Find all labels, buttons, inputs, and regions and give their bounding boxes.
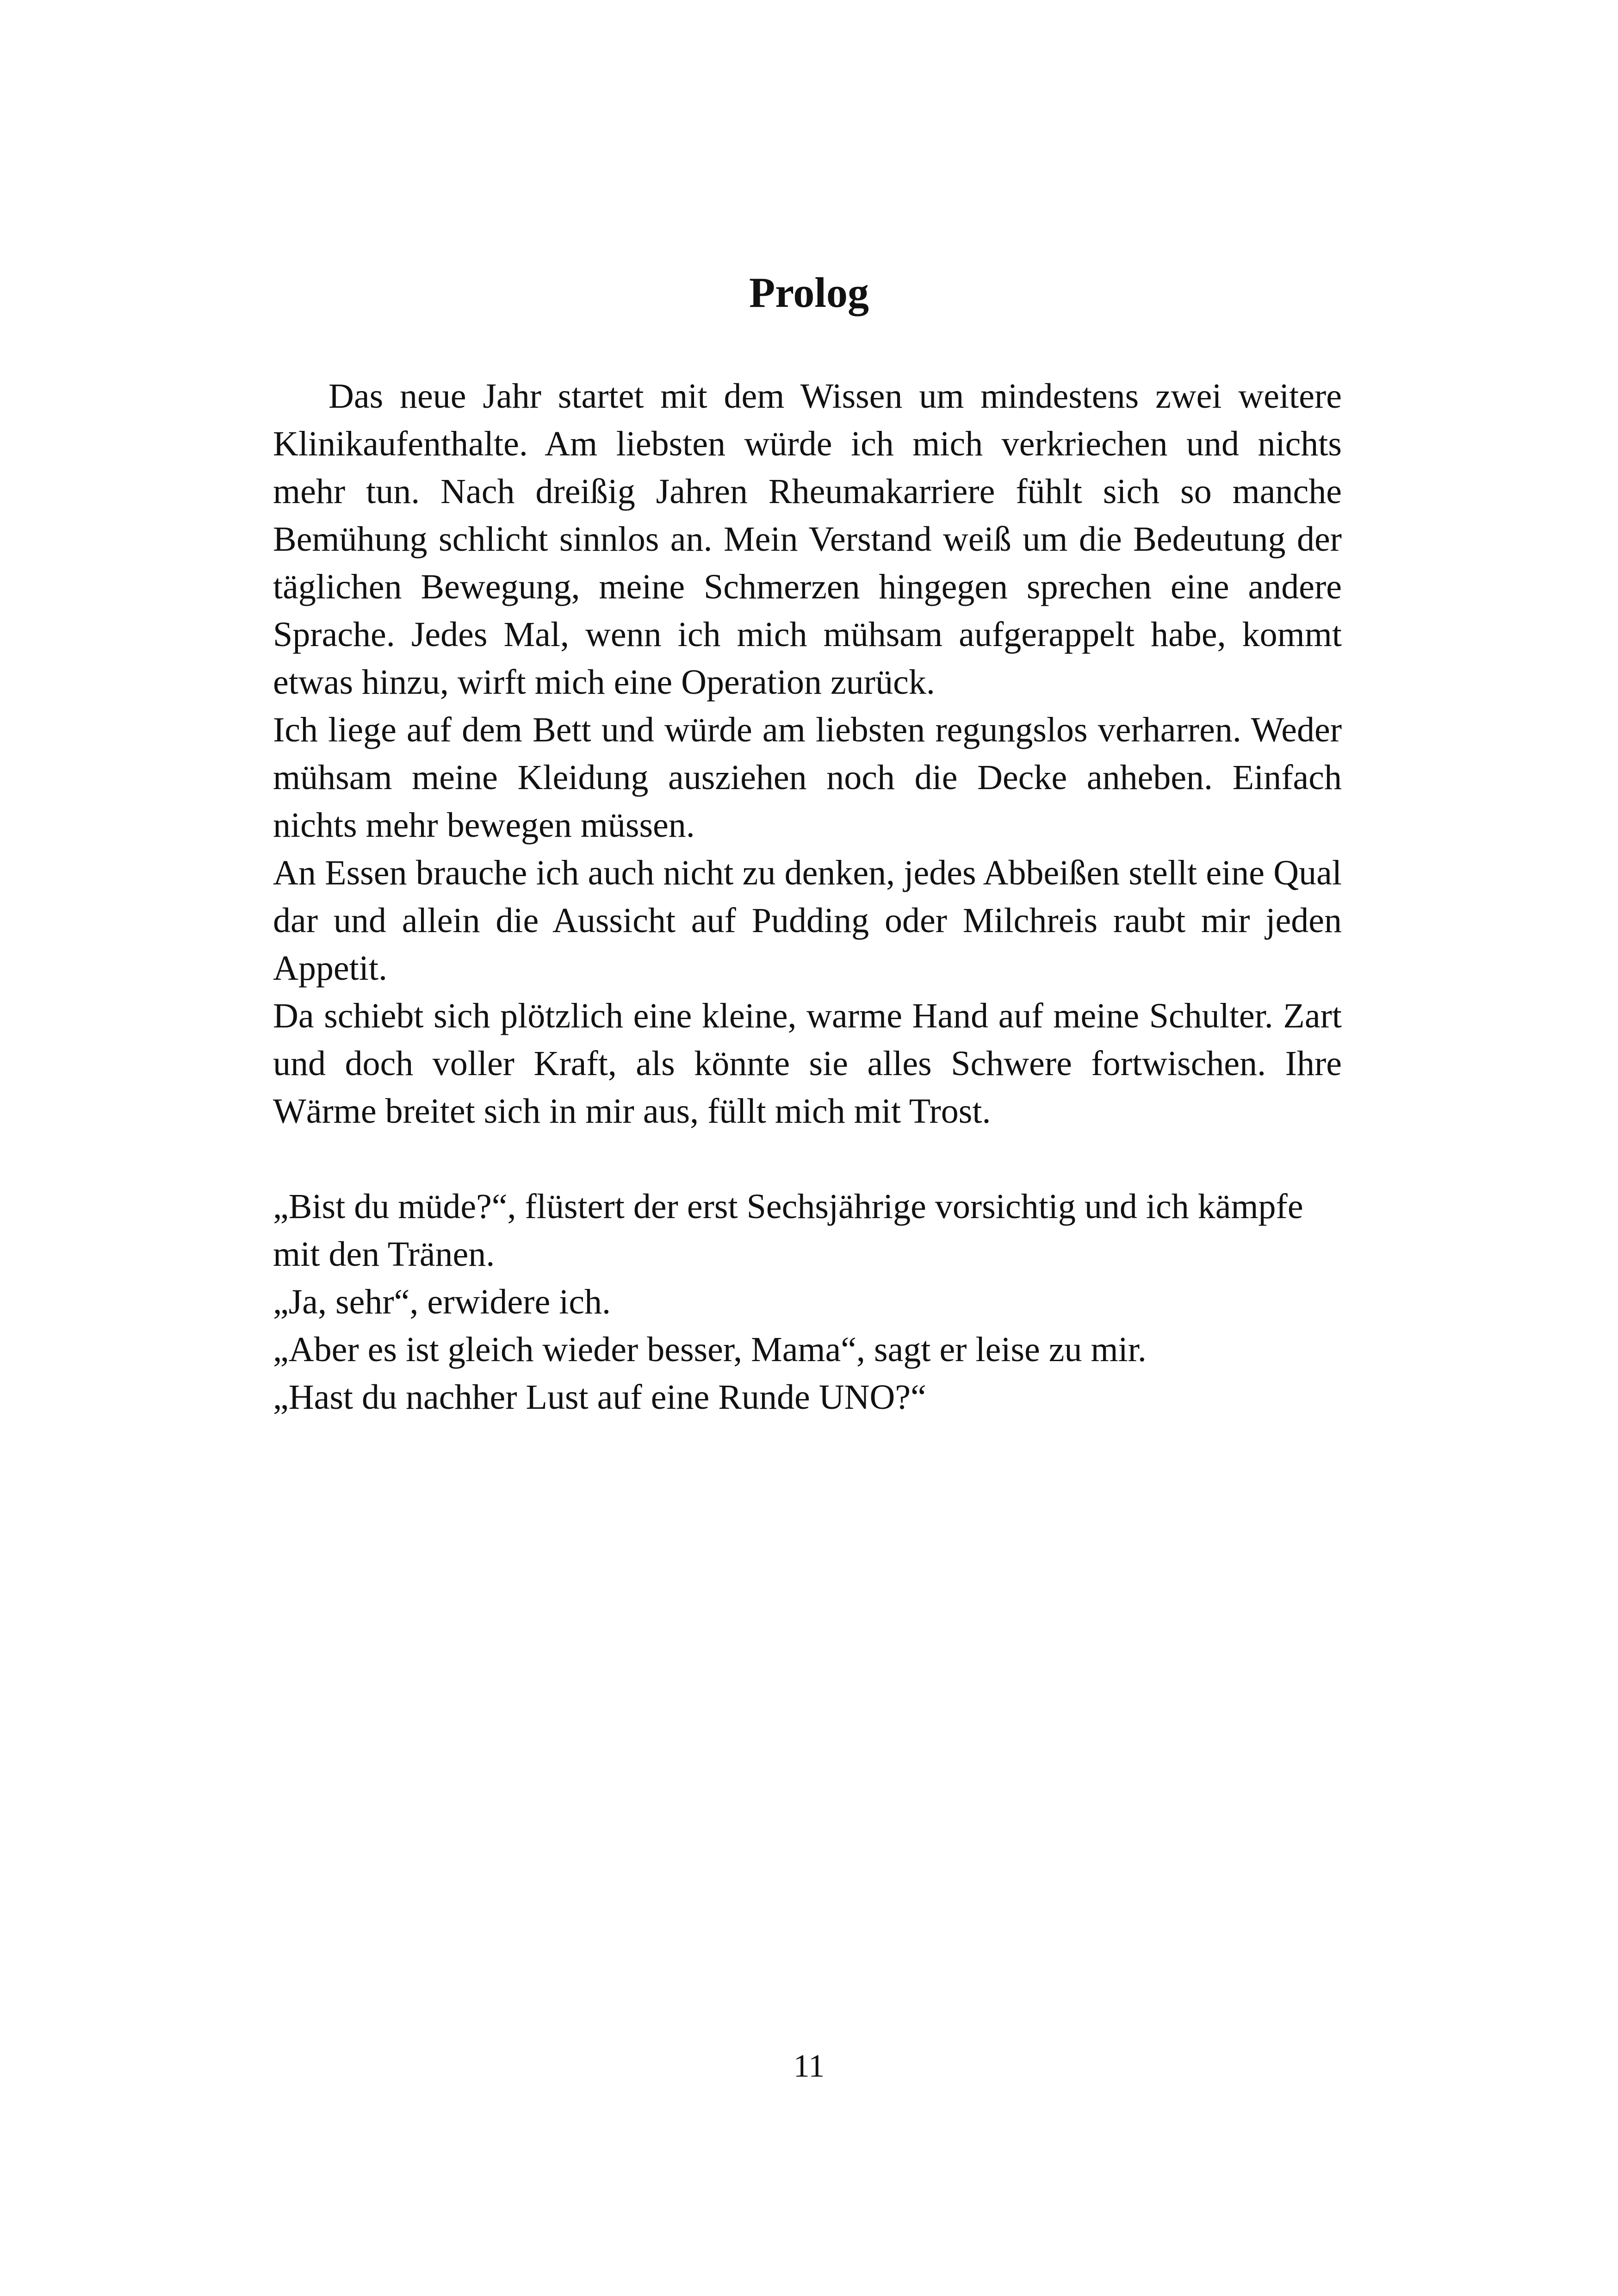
paragraph-gap bbox=[273, 1135, 1342, 1183]
page-number: 11 bbox=[793, 2048, 825, 2084]
paragraph: Das neue Jahr startet mit dem Wissen um mindestens zwei weitere Klinikaufenthalte. Am liebsten würde ich mich verkriechen und nichts mehr tun. Nach dreißig Jahren Rheumakarriere fühlt sich so manche Bemühung schlicht sinnlos an. Mein Verstand weiß um die Bedeutung der täglichen Bewegung, meine Schmerzen hingegen sprechen eine andere Sprache. Jedes Mal, wenn ich mich mühsam aufgerappelt habe, kommt etwas hinzu, wirft mich eine Operation zurück. bbox=[273, 377, 1342, 702]
paragraph: Da schiebt sich plötzlich eine kleine, warme Hand auf meine Schulter. Zart und doch voller Kraft, als könnte sie alles Schwere fortwischen. Ihre Wärme breitet sich in mir aus, füllt mich mit Trost. bbox=[273, 996, 1342, 1131]
chapter-title: Prolog bbox=[749, 269, 869, 316]
dialogue-line: „Aber es ist gleich wieder besser, Mama“, sagt er leise zu mir. bbox=[273, 1330, 1147, 1369]
paragraph: Ich liege auf dem Bett und würde am liebsten regungslos verharren. Weder mühsam meine Kleidung ausziehen noch die Decke anheben. Einfach nichts mehr bewegen müssen. bbox=[273, 710, 1342, 845]
paragraph: An Essen brauche ich auch nicht zu denken, jedes Abbeißen stellt eine Qual dar und allein die Aussicht auf Pudding oder Milchreis raubt mir jeden Appetit. bbox=[273, 853, 1342, 988]
chapter-body bbox=[273, 373, 1342, 1421]
dialogue-line: „Hast du nachher Lust auf eine Runde UNO?“ bbox=[273, 1378, 926, 1417]
dialogue-line: „Bist du müde?“, flüstert der erst Sechsjährige vorsichtig und ich kämpfe mit den Tränen. bbox=[273, 1187, 1303, 1274]
dialogue-line: „Ja, sehr“, erwidere ich. bbox=[273, 1282, 611, 1321]
